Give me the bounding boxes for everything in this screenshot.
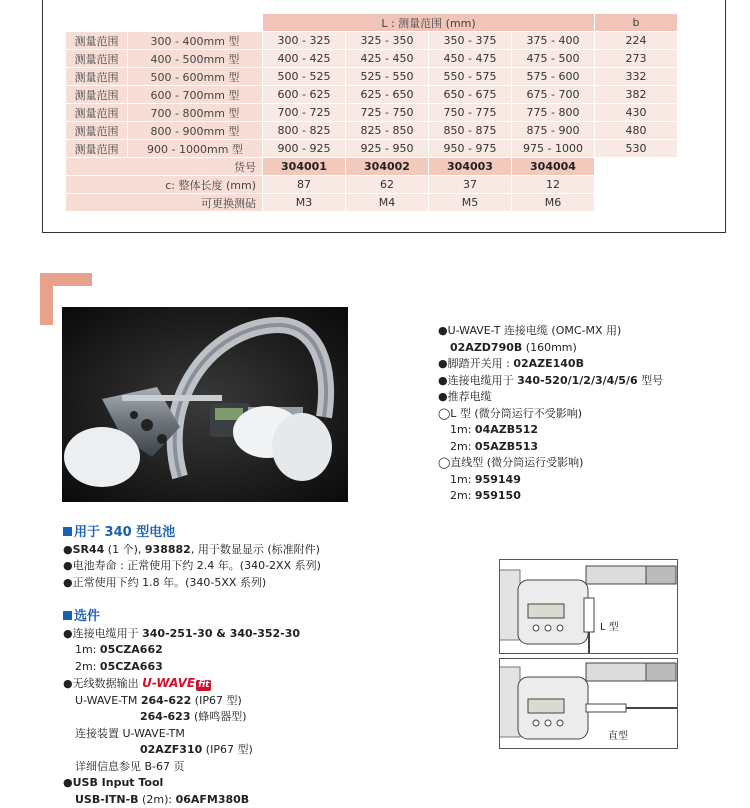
row-label: c: 整体长度 (mm) [66, 176, 263, 194]
list-item: ●正常使用下约 1.8 年。(340-5XX 系列) [63, 575, 321, 592]
range-cell: 700 - 725 [263, 104, 346, 122]
list-item: ●U-WAVE-T 连接电缆 (OMC-MX 用) [438, 323, 663, 340]
b-cell: 530 [595, 140, 678, 158]
table-row [66, 176, 678, 194]
b-cell: 480 [595, 122, 678, 140]
table-row [66, 158, 678, 176]
range-cell: 900 - 925 [263, 140, 346, 158]
range-cell: 925 - 950 [346, 140, 429, 158]
list-item: 02AZF310 (IP67 型) [63, 742, 300, 759]
range-cell: 950 - 975 [429, 140, 512, 158]
range-cell: 825 - 850 [346, 122, 429, 140]
table-row [66, 122, 678, 140]
list-item: ●连接电缆用于 340-520/1/2/3/4/5/6 型号 [438, 373, 663, 390]
diagram-label: L 型 [600, 618, 619, 633]
list-item: 2m: 05CZA663 [63, 659, 300, 676]
list-item: ●SR44 (1 个), 938882, 用于数显显示 (标准附件) [63, 542, 321, 559]
square-icon [63, 527, 72, 536]
row-label: 测量范围 [66, 104, 128, 122]
range-cell: 575 - 600 [512, 68, 595, 86]
b-cell: 224 [595, 32, 678, 50]
range-cell: 500 - 525 [263, 68, 346, 86]
length-cell: 87 [263, 176, 346, 194]
section-title: 用于 340 型电池 [63, 525, 321, 542]
range-cell: 650 - 675 [429, 86, 512, 104]
row-label: 可更换测砧 [66, 194, 263, 212]
row-range: 800 - 900mm 型 [128, 122, 263, 140]
accessory-list [438, 323, 663, 505]
range-cell: 350 - 375 [429, 32, 512, 50]
table-row [66, 194, 678, 212]
b-cell: 273 [595, 50, 678, 68]
list-item: 1m: 05CZA662 [63, 642, 300, 659]
range-cell: 800 - 825 [263, 122, 346, 140]
range-cell: 875 - 900 [512, 122, 595, 140]
range-cell: 550 - 575 [429, 68, 512, 86]
range-cell: 725 - 750 [346, 104, 429, 122]
range-cell: 375 - 400 [512, 32, 595, 50]
row-range: 900 - 1000mm 型 [128, 140, 263, 158]
uwave-logo: U-WAVE fit [142, 676, 211, 690]
list-item: ◯L 型 (微分筒运行不受影响) [438, 406, 663, 423]
range-cell: 675 - 700 [512, 86, 595, 104]
list-item: ●USB Input Tool [63, 775, 300, 792]
range-cell: 400 - 425 [263, 50, 346, 68]
range-cell: 525 - 550 [346, 68, 429, 86]
anvil-cell: M5 [429, 194, 512, 212]
table-row [66, 68, 678, 86]
range-cell: 625 - 650 [346, 86, 429, 104]
b-cell: 430 [595, 104, 678, 122]
length-cell: 62 [346, 176, 429, 194]
row-label: 货号 [66, 158, 263, 176]
range-cell: 775 - 800 [512, 104, 595, 122]
b-cell: 332 [595, 68, 678, 86]
code-cell: 304002 [346, 158, 429, 176]
list-item: ◯直线型 (微分筒运行受影响) [438, 455, 663, 472]
range-cell: 975 - 1000 [512, 140, 595, 158]
range-cell: 450 - 475 [429, 50, 512, 68]
range-cell: 300 - 325 [263, 32, 346, 50]
anvil-cell: M3 [263, 194, 346, 212]
row-range: 700 - 800mm 型 [128, 104, 263, 122]
list-item: ●连接电缆用于 340-251-30 & 340-352-30 [63, 626, 300, 643]
header-b: b [595, 14, 678, 32]
anvil-cell: M4 [346, 194, 429, 212]
spec-table [65, 13, 678, 212]
range-cell: 850 - 875 [429, 122, 512, 140]
diagram-label: 直型 [608, 727, 628, 742]
row-label: 测量范围 [66, 32, 128, 50]
list-item: ●无线数据输出 U-WAVE fit [63, 675, 300, 693]
section-title: 选件 [63, 609, 300, 626]
list-item: ●脚踏开关用 : 02AZE140B [438, 356, 663, 373]
list-item: ●推荐电缆 [438, 389, 663, 406]
row-range: 500 - 600mm 型 [128, 68, 263, 86]
product-photo [62, 307, 348, 502]
b-cell: 382 [595, 86, 678, 104]
row-label: 测量范围 [66, 122, 128, 140]
list-item: 详细信息参见 B-67 页 [63, 759, 300, 776]
table-row [66, 86, 678, 104]
l-type-cable-diagram [499, 559, 678, 654]
range-cell: 325 - 350 [346, 32, 429, 50]
code-cell: 304004 [512, 158, 595, 176]
code-cell: 304003 [429, 158, 512, 176]
list-item: ●电池寿命 : 正常使用下约 2.4 年。(340-2XX 系列) [63, 558, 321, 575]
range-cell: 475 - 500 [512, 50, 595, 68]
list-item: U-WAVE-TM 264-622 (IP67 型) [63, 693, 300, 710]
list-item: 1m: 959149 [438, 472, 663, 489]
list-item: 264-623 (蜂鸣器型) [63, 709, 300, 726]
table-header-row [66, 14, 678, 32]
row-range: 400 - 500mm 型 [128, 50, 263, 68]
range-cell: 600 - 625 [263, 86, 346, 104]
row-label: 测量范围 [66, 140, 128, 158]
list-item: 1m: 04AZB512 [438, 422, 663, 439]
row-label: 测量范围 [66, 50, 128, 68]
straight-cable-diagram [499, 658, 678, 749]
length-cell: 37 [429, 176, 512, 194]
list-item: 连接装置 U-WAVE-TM [63, 726, 300, 743]
list-item: USB-ITN-B (2m): 06AFM380B [63, 792, 300, 808]
row-label: 测量范围 [66, 86, 128, 104]
anvil-cell: M6 [512, 194, 595, 212]
header-l: L : 测量范围 (mm) [263, 14, 595, 32]
code-cell: 304001 [263, 158, 346, 176]
list-item: 2m: 959150 [438, 488, 663, 505]
range-cell: 425 - 450 [346, 50, 429, 68]
options-section [63, 609, 300, 808]
length-cell: 12 [512, 176, 595, 194]
range-cell: 750 - 775 [429, 104, 512, 122]
row-label: 测量范围 [66, 68, 128, 86]
table-row [66, 104, 678, 122]
table-row [66, 140, 678, 158]
table-row [66, 32, 678, 50]
list-item: 2m: 05AZB513 [438, 439, 663, 456]
row-range: 300 - 400mm 型 [128, 32, 263, 50]
table-row [66, 50, 678, 68]
list-item: 02AZD790B (160mm) [438, 340, 663, 357]
row-range: 600 - 700mm 型 [128, 86, 263, 104]
battery-section [63, 525, 321, 591]
square-icon [63, 611, 72, 620]
